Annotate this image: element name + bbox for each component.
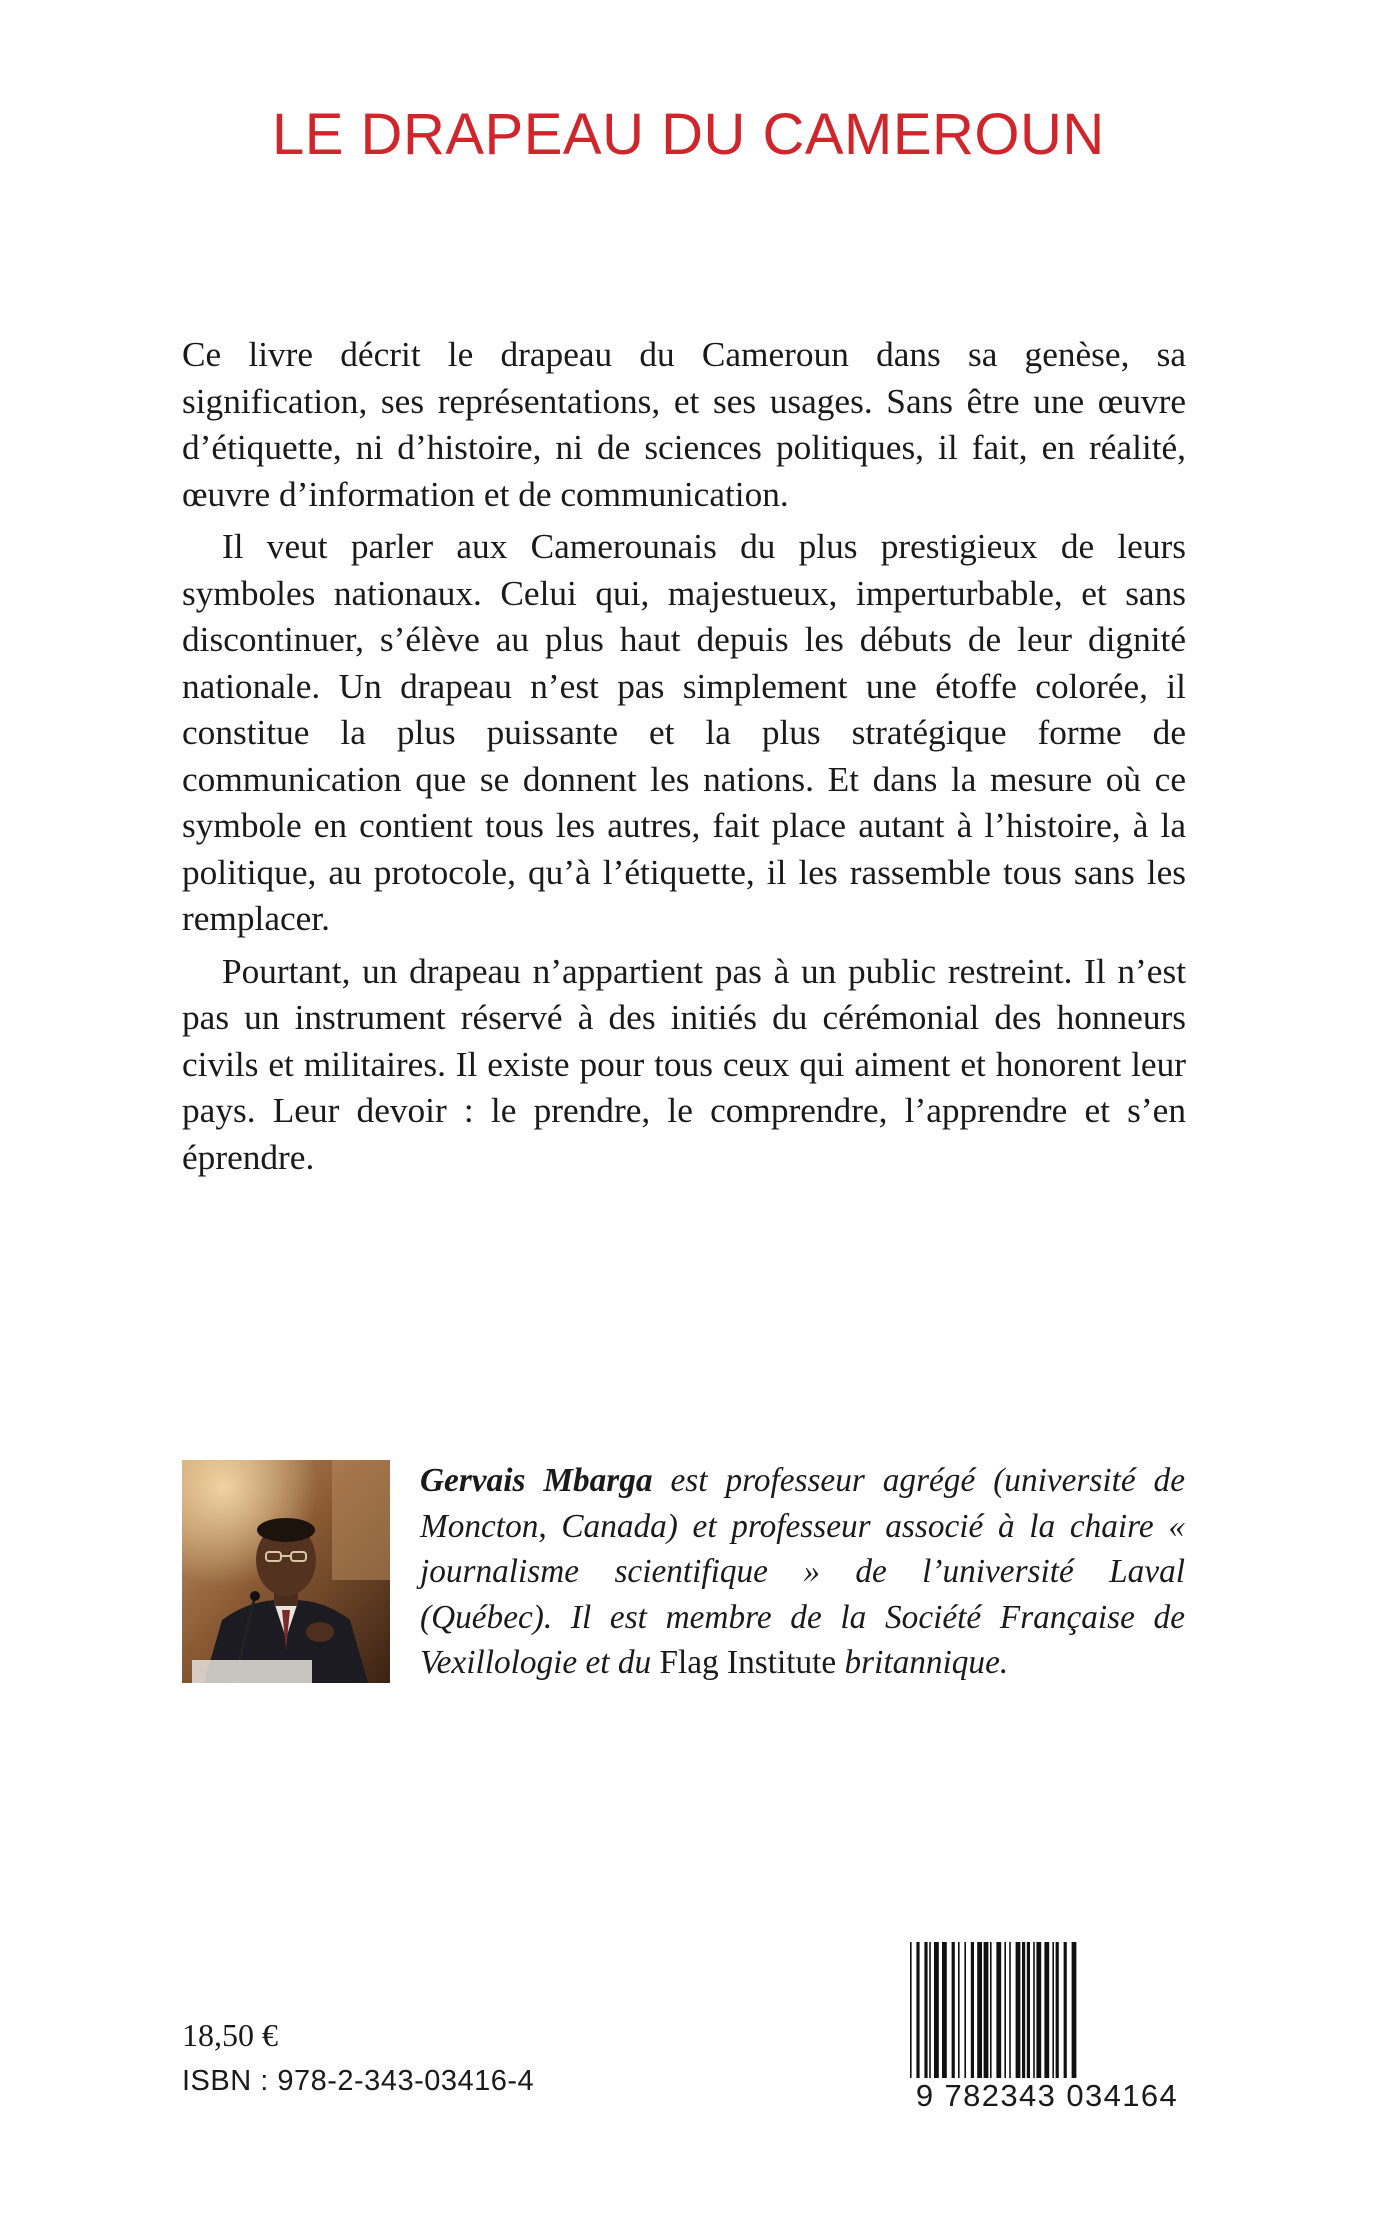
barcode-bar bbox=[1056, 1942, 1059, 2078]
barcode-bar bbox=[942, 1942, 947, 2078]
barcode-bar bbox=[924, 1942, 927, 2078]
barcode-number: 9 782343 034164 bbox=[915, 2078, 1179, 2113]
barcode-bar bbox=[1044, 1942, 1049, 2078]
barcode-bar bbox=[990, 1942, 992, 2078]
author-photo bbox=[182, 1460, 390, 1683]
book-price: 18,50 € bbox=[182, 2017, 278, 2053]
barcode-bar bbox=[984, 1942, 989, 2078]
author-bio-flag-institute: Flag Institute bbox=[659, 1644, 837, 1681]
barcode-bar bbox=[964, 1942, 966, 2078]
author-name: Gervais Mbarga bbox=[420, 1462, 653, 1499]
barcode-bar bbox=[1072, 1942, 1077, 2078]
barcode-bar bbox=[910, 1942, 912, 2078]
barcode-bar bbox=[916, 1942, 919, 2078]
book-isbn: ISBN : 978-2-343-03416-4 bbox=[182, 2065, 535, 2097]
barcode-bars bbox=[902, 1942, 1192, 2078]
barcode-bar bbox=[1022, 1942, 1025, 2078]
barcode-bar bbox=[929, 1942, 931, 2078]
barcode-bar bbox=[952, 1942, 955, 2078]
barcode-bar bbox=[971, 1942, 974, 2078]
barcode bbox=[902, 1942, 1192, 2120]
barcode-bar bbox=[1009, 1942, 1011, 2078]
barcode-bar bbox=[996, 1942, 1001, 2078]
barcode-bar bbox=[934, 1942, 939, 2078]
barcode-bar bbox=[958, 1942, 960, 2078]
barcode-bar bbox=[1033, 1942, 1035, 2078]
blurb-paragraph-1: Ce livre décrit le drapeau du Cameroun dans sa genèse, sa signification, ses représentations, et ses usages. Sans être une œuvre d’étiquette, ni d’histoire, ni de sciences politiques, il fait, en réalité, œuvre d’information et de communication. bbox=[182, 335, 1186, 514]
blurb-paragraph-2: Il veut parler aux Camerounais du plus prestigieux de leurs symboles nationaux. Celui qui, majestueux, imperturbable, et sans discontinuer, s’élève au plus haut depuis les débuts de leur dignité nationale. Un drapeau n’est pas simplement une étoffe colorée, il constitue la plus puissante et la plus stratégique forme de communication que se donnent les nations. Et dans la mesure où ce symbole en contient tous les autres, fait place autant à l’histoire, à la politique, au protocole, qu’à l’étiquette, il les rassemble tous sans les remplacer. bbox=[182, 527, 1186, 938]
book-title: LE DRAPEAU DU CAMEROUN bbox=[272, 102, 1105, 167]
barcode-bar bbox=[977, 1942, 982, 2078]
back-cover-blurb bbox=[182, 332, 1186, 1187]
barcode-bar bbox=[1027, 1942, 1030, 2078]
blurb-paragraph-3: Pourtant, un drapeau n’appartient pas à un public restreint. Il n’est pas un instrument réservé à des initiés du cérémonial des honneurs civils et militaires. Il existe pour tous ceux qui aiment et honorent leur pays. Leur devoir : le prendre, le comprendre, l’apprendre et s’en éprendre. bbox=[182, 951, 1186, 1177]
barcode-bar bbox=[1052, 1942, 1054, 2078]
barcode-bar bbox=[1036, 1942, 1041, 2078]
barcode-bar bbox=[1016, 1942, 1021, 2078]
author-bio bbox=[420, 1458, 1185, 1686]
author-bio-text-1: est professeur agrégé (université de Moncton, Canada) et professeur associé à la chaire « journalisme scientifique » de l’université Laval (Québec). Il est membre de la Société Française de Vexillologie et du bbox=[420, 1462, 1185, 1681]
barcode-bar bbox=[1004, 1942, 1006, 2078]
barcode-bar bbox=[1064, 1942, 1067, 2078]
author-bio-text-2: britannique. bbox=[836, 1644, 1009, 1681]
author-portrait-icon bbox=[182, 1460, 390, 1683]
